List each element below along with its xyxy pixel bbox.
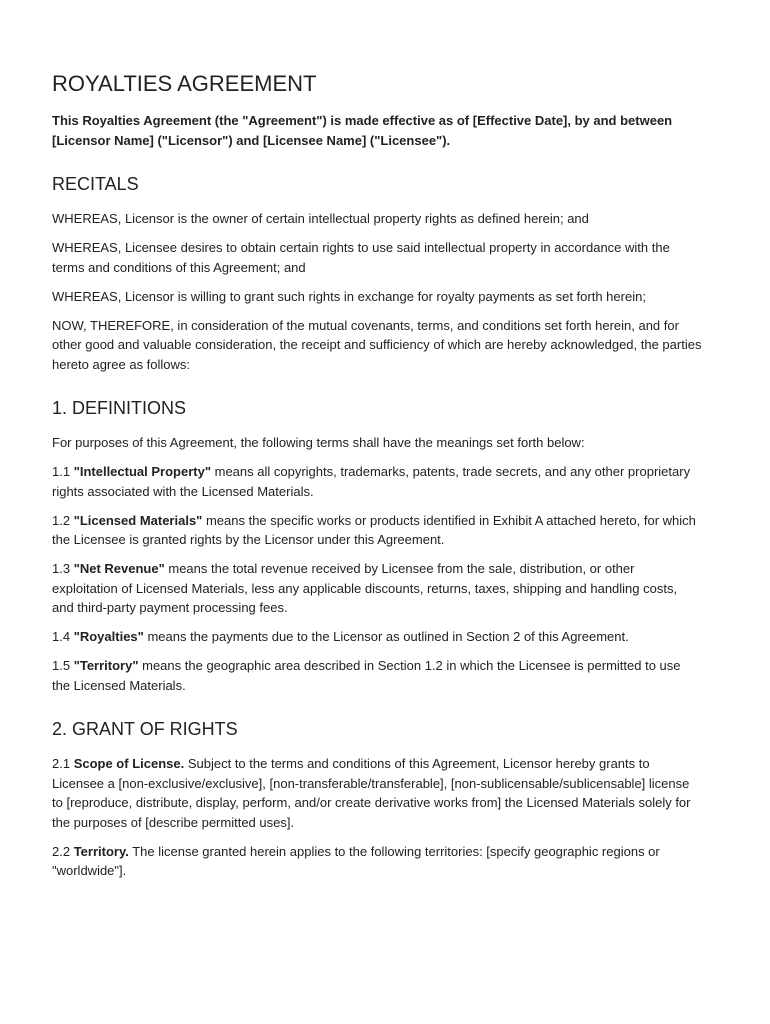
clause-number: 1.3: [52, 561, 74, 576]
definition-text: means the geographic area described in Section 1.2 in which the Licensee is permitted to use the Licensed Materials.: [52, 658, 681, 693]
clause-text: Subject to the terms and conditions of this Agreement, Licensor hereby grants to Licensee a [non-exclusive/exclusive], [non-transferable/transferable], [non-sublicensable/sublicensable] license to [reproduce, distribute, display, perform, and/or create derivative works from] the Licensed Materials solely for the purposes of [describe permitted uses].: [52, 756, 691, 830]
definitions-lead: For purposes of this Agreement, the following terms shall have the meanings set forth below:: [52, 435, 585, 450]
definition-text: means all copyrights, trademarks, patents, trade secrets, and any other proprietary rights associated with the Licensed Materials.: [52, 464, 691, 499]
recitals-section: [52, 172, 702, 374]
defined-term: "Royalties": [73, 629, 144, 644]
clause-text: The license granted herein applies to the following territories: [specify geographic regions or "worldwide"].: [52, 843, 660, 878]
intro-paragraph: This Royalties Agreement (the "Agreement") is made effective as of [Effective Date], by and between [Licensor Name] ("Licensor") and [Licensee Name] ("Licensee").: [52, 113, 673, 148]
clause-number: 1.2: [52, 512, 74, 528]
recital-paragraph: NOW, THEREFORE, in consideration of the mutual covenants, terms, and conditions set forth herein, and for other good and valuable consideration, the receipt and sufficiency of which are hereby acknowledged, the parties hereto agree as follows:: [52, 317, 702, 372]
defined-term: "Net Revenue": [73, 561, 165, 576]
clause-number: 1.1: [52, 464, 74, 479]
clause-number: 1.5: [52, 658, 74, 673]
recitals-heading: RECITALS: [52, 174, 139, 194]
definitions-section: [52, 396, 702, 695]
defined-term: "Licensed Materials": [73, 512, 203, 528]
clause-number: 1.4: [52, 629, 74, 644]
clause-number: 2.1: [52, 756, 74, 771]
definitions-heading: 1. DEFINITIONS: [52, 398, 187, 418]
grant-item: [52, 754, 702, 832]
recital-paragraph: WHEREAS, Licensee desires to obtain certain rights to use said intellectual property in accordance with the terms and conditions of this Agreement; and: [52, 240, 670, 275]
clause-title: Scope of License.: [73, 756, 185, 771]
defined-term: "Territory": [73, 658, 139, 673]
definition-text: means the total revenue received by Licensee from the sale, distribution, or other exploitation of Licensed Materials, less any applicable discounts, returns, taxes, shipping and handling costs, and third-party payment processing fees.: [52, 561, 678, 615]
clause-number: 2.2: [52, 843, 74, 859]
definition-item: [52, 656, 702, 695]
clause-title: Territory.: [73, 843, 129, 859]
definition-text: means the specific works or products identified in Exhibit A attached hereto, for which the Licensee is granted rights by the Licensor under this Agreement.: [52, 512, 696, 547]
document-page: [52, 70, 702, 903]
definition-item: [52, 559, 702, 618]
grant-heading: 2. GRANT OF RIGHTS: [52, 719, 238, 739]
definition-item: [52, 511, 702, 550]
definition-item: [52, 462, 702, 501]
grant-item: [52, 842, 702, 881]
defined-term: "Intellectual Property": [73, 464, 211, 479]
document-title: ROYALTIES AGREEMENT: [52, 71, 317, 96]
recital-paragraph: WHEREAS, Licensor is willing to grant such rights in exchange for royalty payments as set forth herein;: [52, 288, 646, 304]
definition-text: means the payments due to the Licensor as outlined in Section 2 of this Agreement.: [143, 629, 629, 644]
recital-paragraph: WHEREAS, Licensor is the owner of certain intellectual property rights as defined herein; and: [52, 211, 589, 226]
definition-item: [52, 627, 702, 647]
grant-section: [52, 717, 702, 881]
